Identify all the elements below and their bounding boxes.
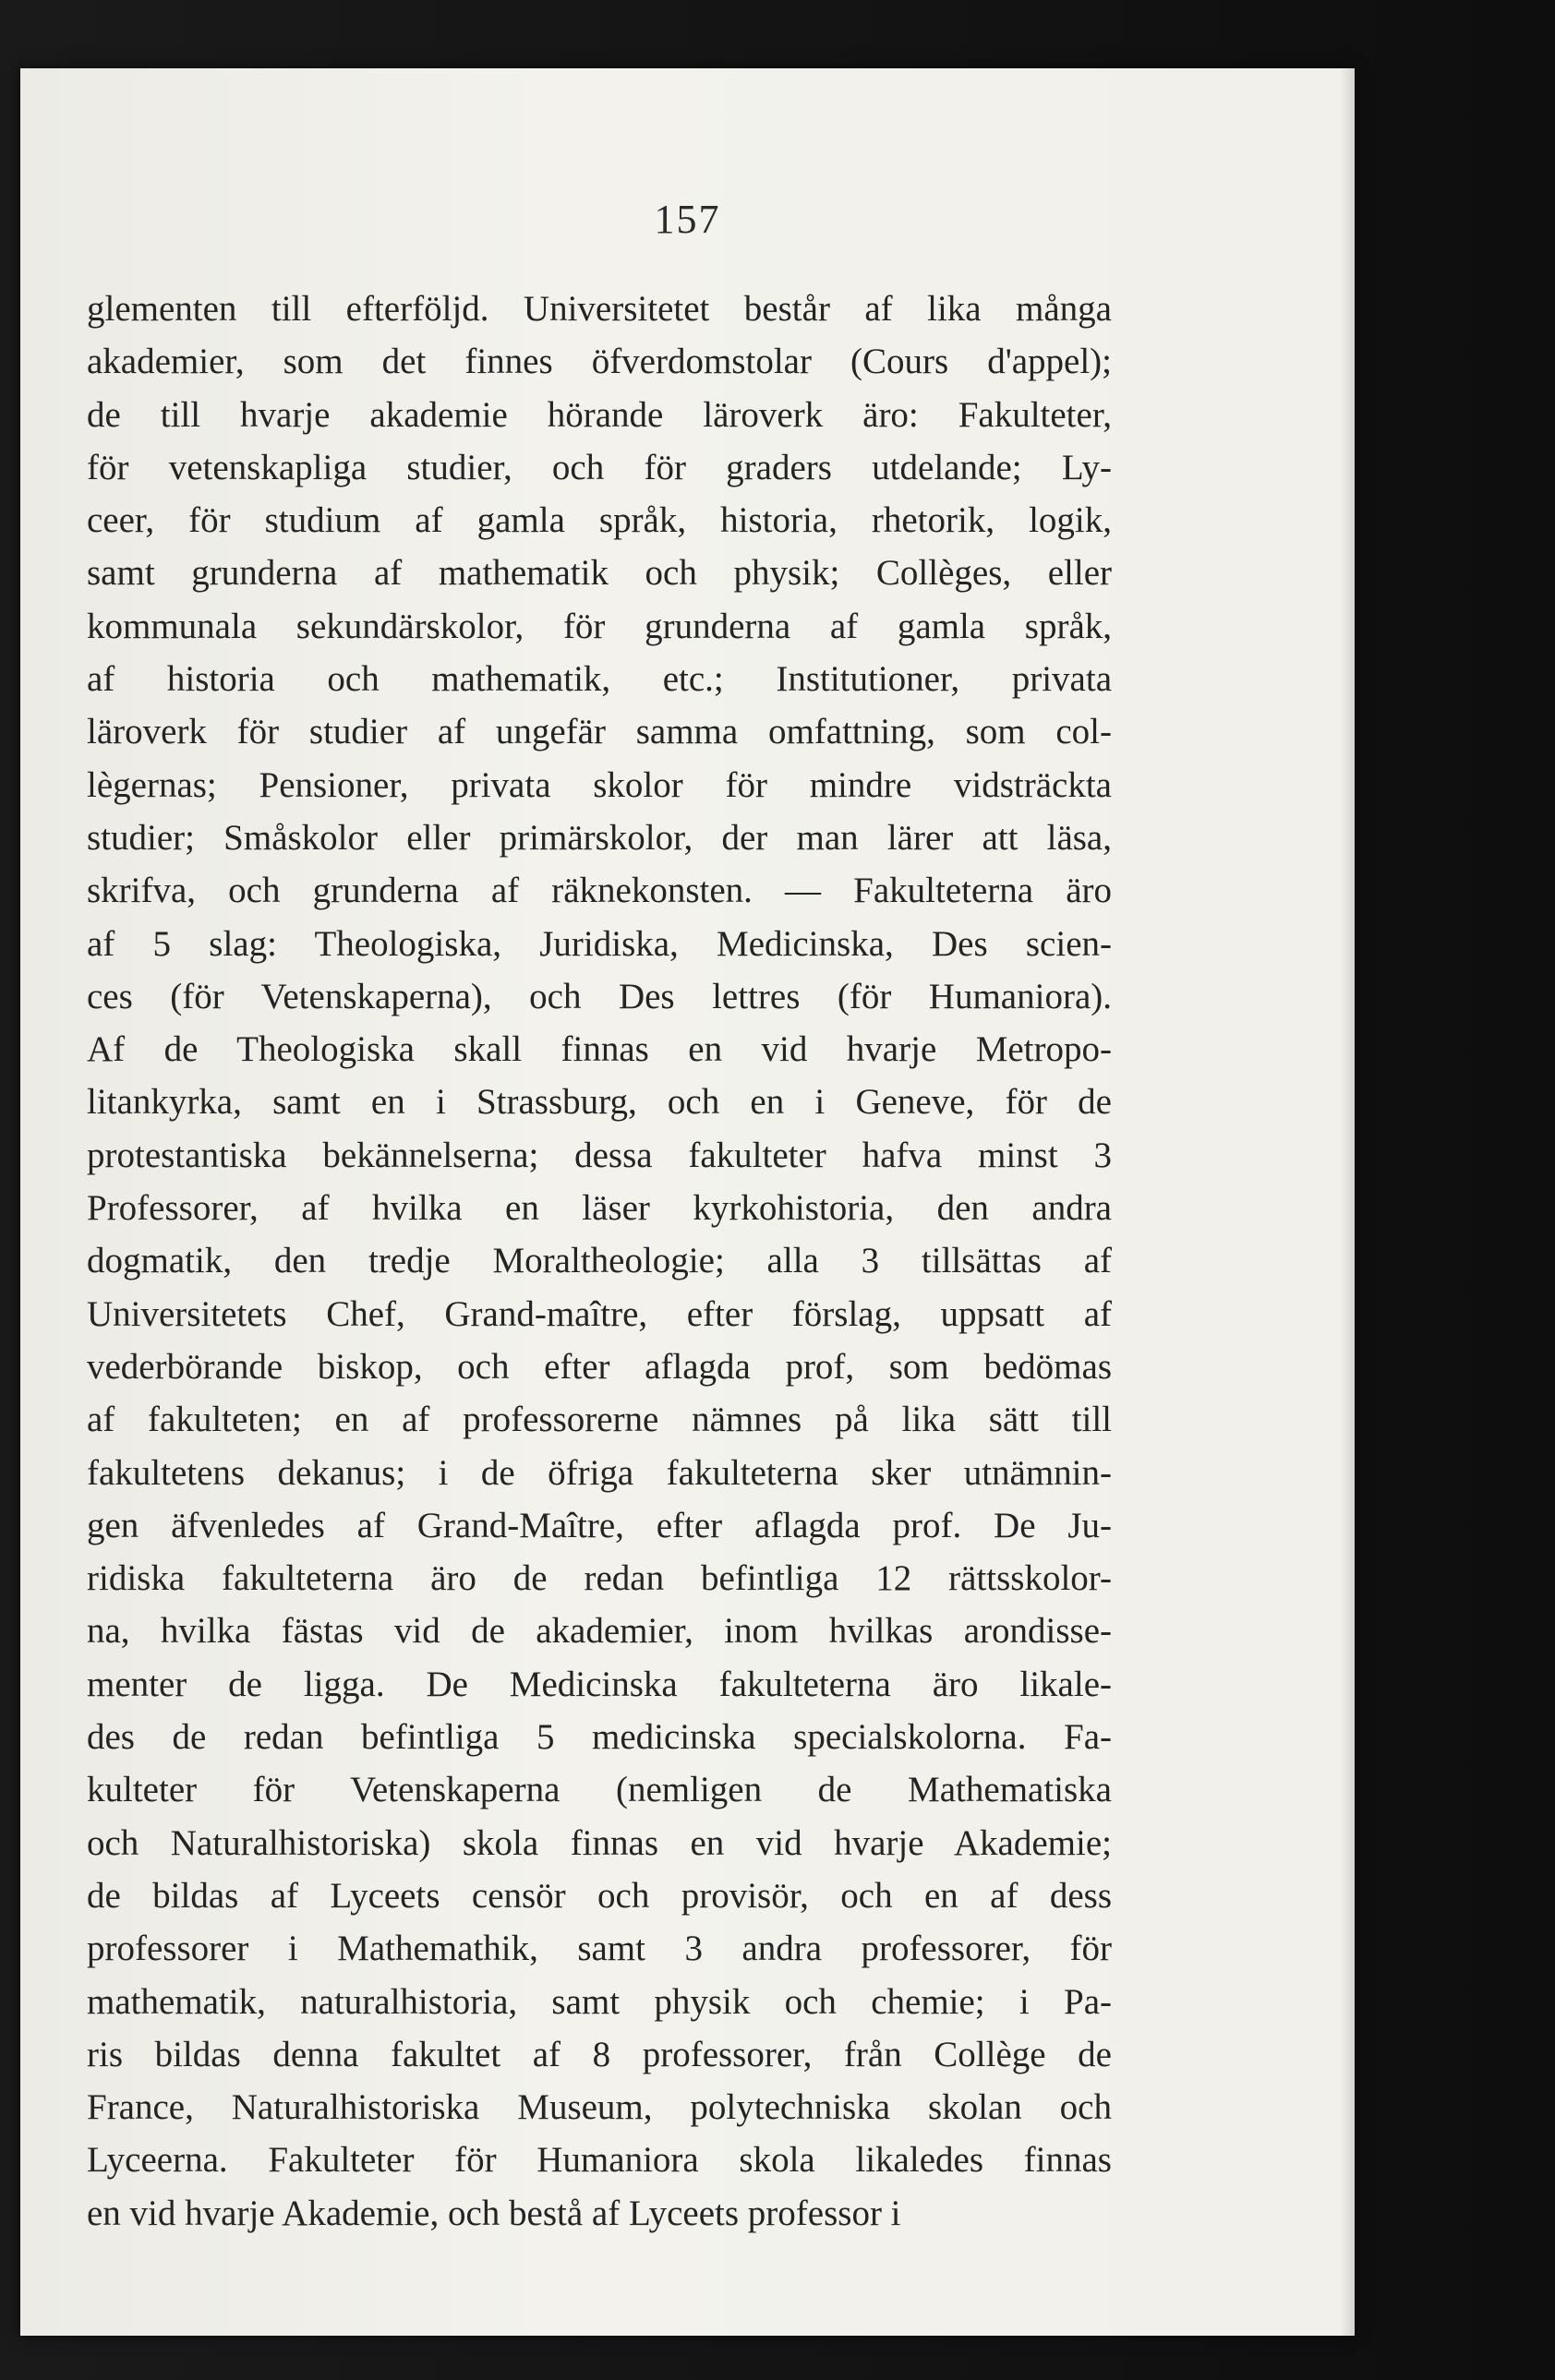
text-line: ces (för Vetenskaperna), och Des lettres (för Humaniora). (87, 976, 1112, 1016)
text-line: af 5 slag: Theologiska, Juridiska, Medicinska, Des scien- (87, 923, 1112, 964)
text-line: professorer i Mathemathik, samt 3 andra professorer, för (87, 1929, 1112, 1969)
text-line: ridiska fakulteterna äro de redan befintliga 12 rättsskolor- (87, 1558, 1112, 1599)
text-line: af historia och mathematik, etc.; Institutioner, privata (87, 659, 1112, 700)
text-line: lègernas; Pensioner, privata skolor för mindre vidsträckta (87, 764, 1112, 805)
text-line: läroverk för studier af ungefär samma omfattning, som col- (87, 712, 1112, 752)
text-line: Universitetets Chef, Grand-maître, efter förslag, uppsatt af (87, 1293, 1112, 1334)
text-line: en vid hvarje Akademie, och bestå af Lyceets professor i (87, 2193, 901, 2233)
text-line: des de redan befintliga 5 medicinska specialskolorna. Fa- (87, 1717, 1112, 1758)
page-edge-shadow (1340, 68, 1355, 2336)
text-line: kulteter för Vetenskaperna (nemligen de Mathematiska (87, 1770, 1112, 1810)
text-line: na, hvilka fästas vid de akademier, inom hvilkas arondisse- (87, 1611, 1112, 1652)
text-line: glementen till efterföljd. Universitetet består af lika många (87, 289, 1112, 329)
text-line: och Naturalhistoriska) skola finnas en vid hvarje Akademie; (87, 1822, 1112, 1863)
text-line: menter de ligga. De Medicinska fakulteterna äro likale- (87, 1664, 1112, 1704)
text-line: kommunala sekundärskolor, för grunderna af gamla språk, (87, 606, 1112, 646)
text-line: akademier, som det finnes öfverdomstolar (Cours d'appel); (87, 342, 1112, 382)
text-line: vederbörande biskop, och efter aflagda prof, som bedömas (87, 1346, 1112, 1387)
text-line: litankyrka, samt en i Strassburg, och en i Geneve, för de (87, 1082, 1112, 1123)
book-page (20, 68, 1355, 2336)
text-line: studier; Småskolor eller primärskolor, der man lärer att läsa, (87, 817, 1112, 858)
text-line: de till hvarje akademie hörande läroverk äro: Fakulteter, (87, 394, 1112, 435)
text-line: protestantiska bekännelserna; dessa fakulteter hafva minst 3 (87, 1135, 1112, 1175)
text-line: France, Naturalhistoriska Museum, polytechniska skolan och (87, 2087, 1112, 2128)
text-line: dogmatik, den tredje Moraltheologie; alla 3 tillsättas af (87, 1241, 1112, 1281)
body-text (87, 282, 1112, 2240)
text-line: skrifva, och grunderna af räknekonsten. — Fakulteterna äro (87, 871, 1112, 911)
text-line: för vetenskapliga studier, och för graders utdelande; Ly- (87, 447, 1112, 487)
text-line: Af de Theologiska skall finnas en vid hvarje Metropo- (87, 1029, 1112, 1070)
text-line: Lyceerna. Fakulteter för Humaniora skola likaledes finnas (87, 2140, 1112, 2181)
text-line: ris bildas denna fakultet af 8 professorer, från Collège de (87, 2034, 1112, 2074)
text-line: mathematik, naturalhistoria, samt physik och chemie; i Pa- (87, 1981, 1112, 2022)
text-line: fakultetens dekanus; i de öfriga fakulteterna sker utnämnin- (87, 1452, 1112, 1493)
text-line: samt grunderna af mathematik och physik; Collèges, eller (87, 553, 1112, 594)
text-line: Professorer, af hvilka en läser kyrkohistoria, den andra (87, 1188, 1112, 1229)
text-line: ceer, för studium af gamla språk, historia, rhetorik, logik, (87, 500, 1112, 541)
text-line: gen äfvenledes af Grand-Maître, efter aflagda prof. De Ju- (87, 1505, 1112, 1545)
page-number: 157 (654, 197, 721, 242)
text-line: de bildas af Lyceets censör och provisör, och en af dess (87, 1875, 1112, 1916)
text-line: af fakulteten; en af professorerne nämnes på lika sätt till (87, 1400, 1112, 1440)
